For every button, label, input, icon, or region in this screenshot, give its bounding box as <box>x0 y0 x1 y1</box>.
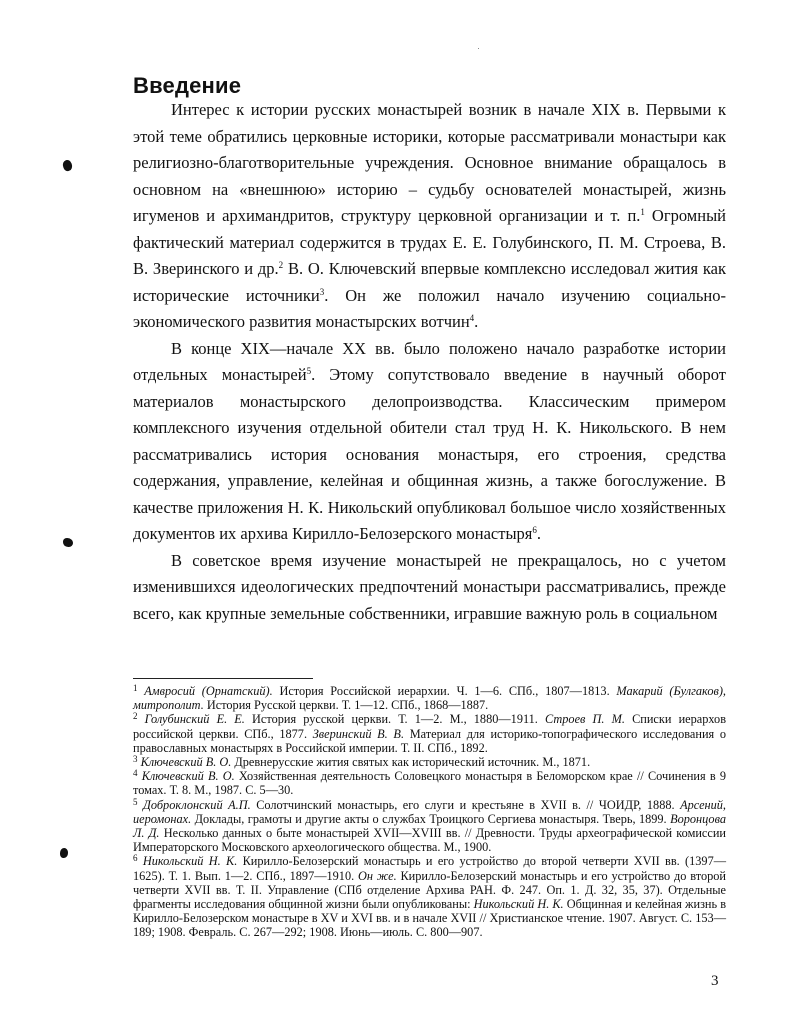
paragraph <box>133 336 726 548</box>
hole-punch-mark <box>61 159 73 172</box>
paragraph <box>133 97 726 336</box>
hole-punch-mark <box>60 848 68 858</box>
footnote-marker: 3 <box>133 754 138 765</box>
footnote-text: Общинная и келейная жизнь в Кирилло-Белозерском монастыре в XV и XVI вв. и в начале XVII // Христианское чтение. 1907. Август. С. 153—189; 1908. Февраль. С. 267—292; 1908. Июнь—июль. С. 800—907. <box>133 897 727 940</box>
footnote <box>133 712 726 755</box>
footnote-text: Кирилло-Белозерский монастырь и его устройство до второй четверти XVII вв. Т. II. Управление (СПб отделение Архива РАН. Ф. 247. Оп. 1. Д. 32, 35, 37). Отдельные фрагменты исследования общинной жизни были опубликованы: <box>133 868 726 912</box>
footnote-author: Ключевский В. О. <box>141 769 235 784</box>
footnote <box>133 684 726 712</box>
footnote-text: Хозяйственная деятельность Соловецкого монастыря в Беломорском крае // Сочинения в 9 томах. Т. 8. М., 1987. С. 5—30. <box>133 769 727 798</box>
paragraph <box>133 548 726 628</box>
footnote-text: История Русской церкви. Т. 1—12. СПб., 1868—1887. <box>203 698 489 713</box>
scan-speck <box>478 48 479 49</box>
footnote-text: Солотчинский монастырь, его слуги и крестьяне в XVII в. // ЧОИДР, 1888. <box>250 797 681 812</box>
footnote-author: Макарий (Булгаков), митрополит. <box>133 684 726 713</box>
paragraph-text: . Он же положил начало изучению социально-экономического развития монастырских вотчин <box>133 285 727 331</box>
paragraph-text: . <box>536 524 542 543</box>
footnote-author: Амвросий (Орнатский). <box>144 684 273 698</box>
footnote-reference[interactable]: 2 <box>278 260 284 270</box>
footnotes <box>133 684 726 940</box>
paragraph-text: . Этому сопутствовало введение в научный оборот материалов монастырского делопроизводства. Классическим примером комплексного изучения отдельной обители стал труд Н. К. Никольского. В нем рассматривались история основания монастыря, его строения, средства содержания, управление, келейная и общинная жизнь, а также богослужение. В качестве приложения Н. К. Никольский опубликовал большое число хозяйственных документов их архива Кирилло-Белозерского монастыря <box>133 365 726 543</box>
paragraph-text: В конце XIX—начале XX вв. было положено начало разработке истории отдельных монастырей <box>133 338 726 384</box>
footnote-author: Арсений, иеромонах. <box>133 797 727 826</box>
footnote-reference[interactable]: 1 <box>640 207 645 217</box>
footnote-text: Несколько данных о быте монастырей XVII—XVIII вв. // Древности. Труды археографической комиссии Императорского Московского археологического общества. М., 1900. <box>133 826 727 855</box>
footnote-text: Списки иерархов российской церкви. СПб., 1877. <box>133 712 727 741</box>
footnote-reference[interactable]: 4 <box>469 313 475 323</box>
footnote-text: Кирилло-Белозерский монастырь и его устройство до второй четверти XVII вв. (1397—1625). Т. 1. Вып. 1—2. СПб., 1897—1910. <box>133 854 727 883</box>
footnote-text: История русской церкви. Т. 1—2. М., 1880—1911. <box>244 712 546 727</box>
paragraph-text: Интерес к истории русских монастырей возник в начале XIX в. Первыми к этой теме обратились церковные историки, которые рассматривали монастыри как религиозно-благотворительные учреждения. Основное внимание обращалось в основном на «внешнюю» историю – судьбу основателей монастырей, жизнь игуменов и архимандритов, структуру церковной организации и т. п. <box>133 100 726 225</box>
footnote <box>133 755 726 769</box>
footnote-text: Доклады, грамоты и другие акты о службах Троицкого Сергиева монастыря. Тверь, 1899. <box>191 811 671 826</box>
paragraph-text: Огромный фактический материал содержится в трудах Е. Е. Голубинского, П. М. Строева, В. В. Зверинского и др. <box>133 206 726 278</box>
footnote-marker: 5 <box>133 796 138 807</box>
footnote-author: Он же. <box>358 868 397 883</box>
footnote-marker: 6 <box>133 853 138 864</box>
footnote <box>133 854 726 939</box>
footnote <box>133 769 726 797</box>
page-title: Введение <box>133 73 242 98</box>
paragraph-text: В. О. Ключевский впервые комплексно исследовал жития как исторические источники <box>133 259 726 305</box>
footnote-author: Зверинский В. В. <box>312 726 405 741</box>
footnote-author: Доброклонский А.П. <box>143 797 251 812</box>
footnote-reference[interactable]: 5 <box>306 366 312 376</box>
footnote-author: Никольский Н. К. <box>142 854 238 869</box>
footnote-author: Строев П. М. <box>545 712 625 727</box>
footnote-marker: 2 <box>133 711 138 722</box>
footnote-author: Голубинский Е. Е. <box>144 712 245 727</box>
footnote-author: Ключевский В. О. <box>140 755 232 770</box>
footnote-text: Древнерусские жития святых как исторический источник. М., 1871. <box>231 755 591 770</box>
hole-punch-mark <box>63 538 73 547</box>
paragraph-text: В советское время изучение монастырей не прекращалось, но с учетом изменившихся идеологических предпочтений монастыри рассматривались, прежде всего, как крупные земельные собственники, игравшие важную роль в социальном <box>133 550 726 623</box>
footnote-text: Материал для историко-топографического исследования о православных монастырях в Российской империи. Т. II. СПб., 1892. <box>133 726 727 755</box>
footnote-divider <box>133 678 313 679</box>
footnote-author: Никольский Н. К. <box>473 897 564 912</box>
footnote-author: Воронцова Л. Д. <box>133 811 726 841</box>
footnote-text: История Российской иерархии. Ч. 1—6. СПб., 1807—1813. <box>272 684 617 698</box>
footnote-reference[interactable]: 3 <box>319 286 325 297</box>
footnote-marker: 1 <box>133 683 138 693</box>
page-number: 3 <box>711 973 719 989</box>
paragraph-text: . <box>474 312 479 331</box>
footnote-marker: 4 <box>133 768 138 779</box>
footnote <box>133 798 726 855</box>
footnote-reference[interactable]: 6 <box>532 525 537 535</box>
main-text <box>133 97 726 627</box>
